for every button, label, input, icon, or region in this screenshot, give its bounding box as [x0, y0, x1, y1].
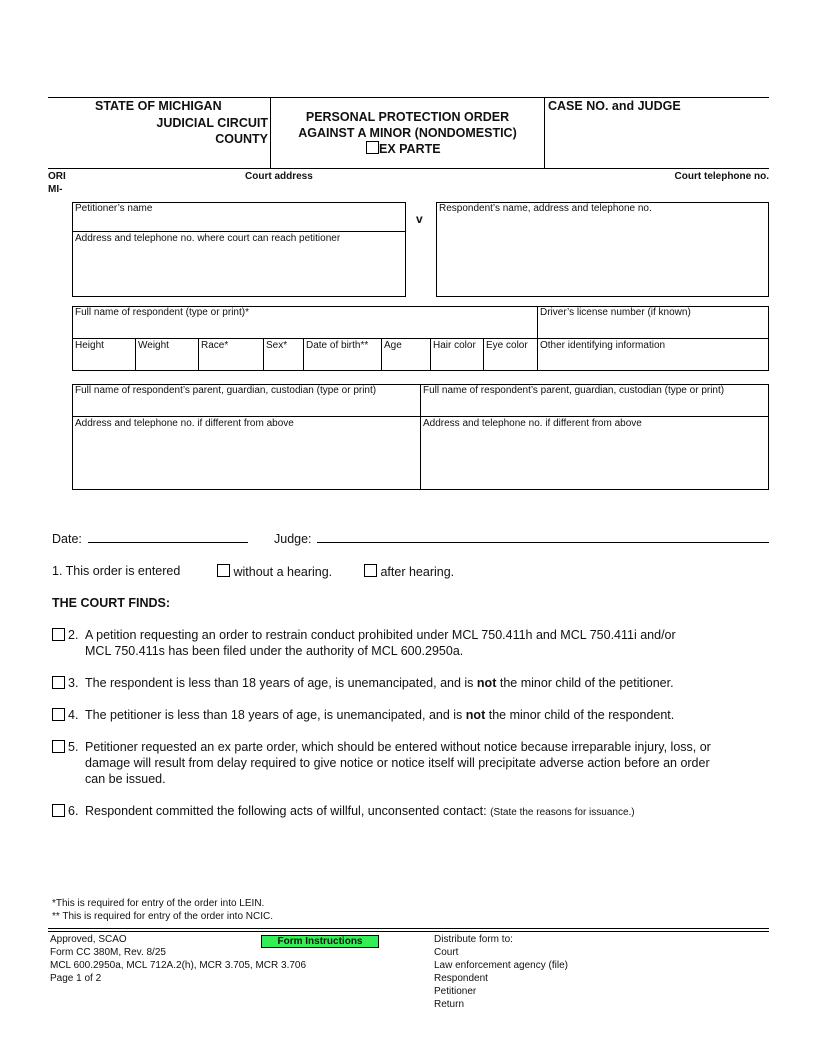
col-divider-eye — [483, 338, 484, 371]
parent-address-field-right[interactable]: Address and telephone no. if different from above — [423, 418, 642, 429]
distribute-return: Return — [434, 999, 465, 1010]
footer-rule-bottom — [48, 931, 769, 932]
col-divider-sex — [263, 338, 264, 371]
petitioner-box-divider — [72, 231, 406, 232]
drivers-license-field[interactable]: Driver’s license number (if known) — [540, 307, 691, 318]
dob-field[interactable]: Date of birth** — [306, 340, 369, 351]
form-title-line1: PERSONAL PROTECTION ORDER — [305, 110, 510, 124]
finding-4-pre: The petitioner is less than 18 years of age, is unemancipated, and is — [85, 708, 463, 722]
header-divider-right — [544, 97, 545, 168]
eye-color-field[interactable]: Eye color — [486, 340, 528, 351]
guardian-col-divider — [420, 384, 421, 490]
county-label: COUNTY — [215, 132, 268, 146]
distribute-respondent: Respondent — [434, 973, 488, 984]
finding-4-emphasis: not — [465, 708, 486, 722]
petitioner-box — [72, 202, 406, 297]
finding-6-text — [85, 803, 635, 821]
other-id-field[interactable]: Other identifying information — [540, 340, 666, 351]
finding-6-number: 6. — [68, 804, 79, 818]
after-hearing-option — [364, 564, 454, 579]
finding-5-checkbox[interactable] — [52, 740, 65, 753]
finding-3-emphasis: not — [476, 676, 497, 690]
petitioner-address-field[interactable]: Address and telephone no. where court can reach petitioner — [75, 233, 341, 244]
finding-4-post: the minor child of the respondent. — [488, 708, 675, 722]
finding-4-number: 4. — [68, 708, 79, 722]
finding-2-line1: A petition requesting an order to restrain conduct prohibited under MCL 750.411h and MCL 750.411i and/or — [85, 628, 676, 642]
form-number: Form CC 380M, Rev. 8/25 — [50, 947, 166, 958]
col-divider-hair — [430, 338, 431, 371]
finding-4-checkbox[interactable] — [52, 708, 65, 721]
distribute-law-enforcement: Law enforcement agency (file) — [434, 960, 568, 971]
race-field[interactable]: Race* — [201, 340, 229, 351]
court-address-label: Court address — [245, 171, 313, 182]
height-field[interactable]: Height — [75, 340, 104, 351]
finding-5-number: 5. — [68, 740, 79, 754]
ex-parte-option — [366, 141, 441, 156]
finding-3-pre: The respondent is less than 18 years of age, is unemancipated, and is — [85, 676, 474, 690]
mcl-citations: MCL 600.2950a, MCL 712A.2(h), MCR 3.705, MCR 3.706 — [50, 960, 307, 971]
distribute-heading: Distribute form to: — [434, 934, 513, 945]
ex-parte-label: EX PARTE — [379, 142, 441, 156]
court-finds-heading: THE COURT FINDS: — [52, 596, 171, 610]
col-divider-race — [198, 338, 199, 371]
finding-6-checkbox[interactable] — [52, 804, 65, 817]
item-1-text: 1. This order is entered — [52, 564, 181, 578]
petitioner-name-field[interactable]: Petitioner’s name — [75, 203, 153, 214]
finding-2-number: 2. — [68, 628, 79, 642]
after-hearing-label: after hearing. — [380, 565, 455, 579]
ex-parte-checkbox[interactable] — [366, 141, 379, 154]
header-top-rule — [48, 97, 769, 98]
license-divider — [537, 306, 538, 371]
finding-3-text — [85, 675, 674, 691]
state-name: STATE OF MICHIGAN — [95, 99, 222, 113]
date-field[interactable] — [88, 542, 248, 543]
finding-4-text — [85, 707, 674, 723]
finding-5-line2: damage will result from delay required to give notice or notice itself will precipitate adverse action before an order — [85, 756, 710, 770]
judge-field[interactable] — [317, 542, 769, 543]
judge-label: Judge: — [274, 532, 312, 546]
footer-rule-top — [48, 928, 769, 929]
finding-3-post: the minor child of the petitioner. — [499, 676, 674, 690]
finding-6-note: (State the reasons for issuance.) — [490, 807, 635, 818]
parent-address-field-left[interactable]: Address and telephone no. if different from above — [75, 418, 294, 429]
finding-2-line2: MCL 750.411s has been filed under the authority of MCL 600.2950a. — [85, 644, 464, 658]
form-instructions-button[interactable]: Form Instructions — [261, 935, 379, 948]
form-title-line2: AGAINST A MINOR (NONDOMESTIC) — [298, 126, 517, 140]
approved-scao: Approved, SCAO — [50, 934, 127, 945]
respondent-id-divider — [72, 338, 769, 339]
without-hearing-option — [217, 564, 332, 579]
distribute-court: Court — [434, 947, 459, 958]
without-hearing-label: without a hearing. — [233, 565, 333, 579]
finding-6-main: Respondent committed the following acts of willful, unconsented contact: — [85, 804, 487, 818]
col-divider-dob — [303, 338, 304, 371]
footnote-lein: *This is required for entry of the order into LEIN. — [52, 898, 265, 909]
mi-label: MI- — [48, 184, 63, 195]
hair-color-field[interactable]: Hair color — [433, 340, 476, 351]
parent-name-field-right[interactable]: Full name of respondent’s parent, guardian, custodian (type or print) — [423, 385, 725, 396]
col-divider-weight — [135, 338, 136, 371]
respondent-box — [436, 202, 769, 297]
court-name: JUDICIAL CIRCUIT — [156, 116, 268, 130]
finding-2-checkbox[interactable] — [52, 628, 65, 641]
after-hearing-checkbox[interactable] — [364, 564, 377, 577]
finding-5-line3: can be issued. — [85, 772, 166, 786]
finding-3-number: 3. — [68, 676, 79, 690]
weight-field[interactable]: Weight — [138, 340, 169, 351]
date-label: Date: — [52, 532, 82, 546]
col-divider-age — [381, 338, 382, 371]
distribute-petitioner: Petitioner — [434, 986, 477, 997]
footnote-ncic: ** This is required for entry of the order into NCIC. — [52, 911, 274, 922]
respondent-info-field[interactable]: Respondent’s name, address and telephone no. — [439, 203, 652, 214]
header-bottom-rule — [48, 168, 769, 169]
page-number: Page 1 of 2 — [50, 973, 102, 984]
without-hearing-checkbox[interactable] — [217, 564, 230, 577]
finding-5-line1: Petitioner requested an ex parte order, which should be entered without notice because irreparable injury, loss, or — [85, 740, 711, 754]
ori-label: ORI — [48, 171, 66, 182]
respondent-full-name-field[interactable]: Full name of respondent (type or print)* — [75, 307, 249, 318]
court-phone-label: Court telephone no. — [674, 171, 769, 182]
sex-field[interactable]: Sex* — [266, 340, 288, 351]
age-field[interactable]: Age — [384, 340, 402, 351]
versus-label: v — [416, 212, 423, 226]
parent-name-field-left[interactable]: Full name of respondent’s parent, guardian, custodian (type or print) — [75, 385, 377, 396]
finding-3-checkbox[interactable] — [52, 676, 65, 689]
case-no-label: CASE NO. and JUDGE — [548, 99, 681, 113]
